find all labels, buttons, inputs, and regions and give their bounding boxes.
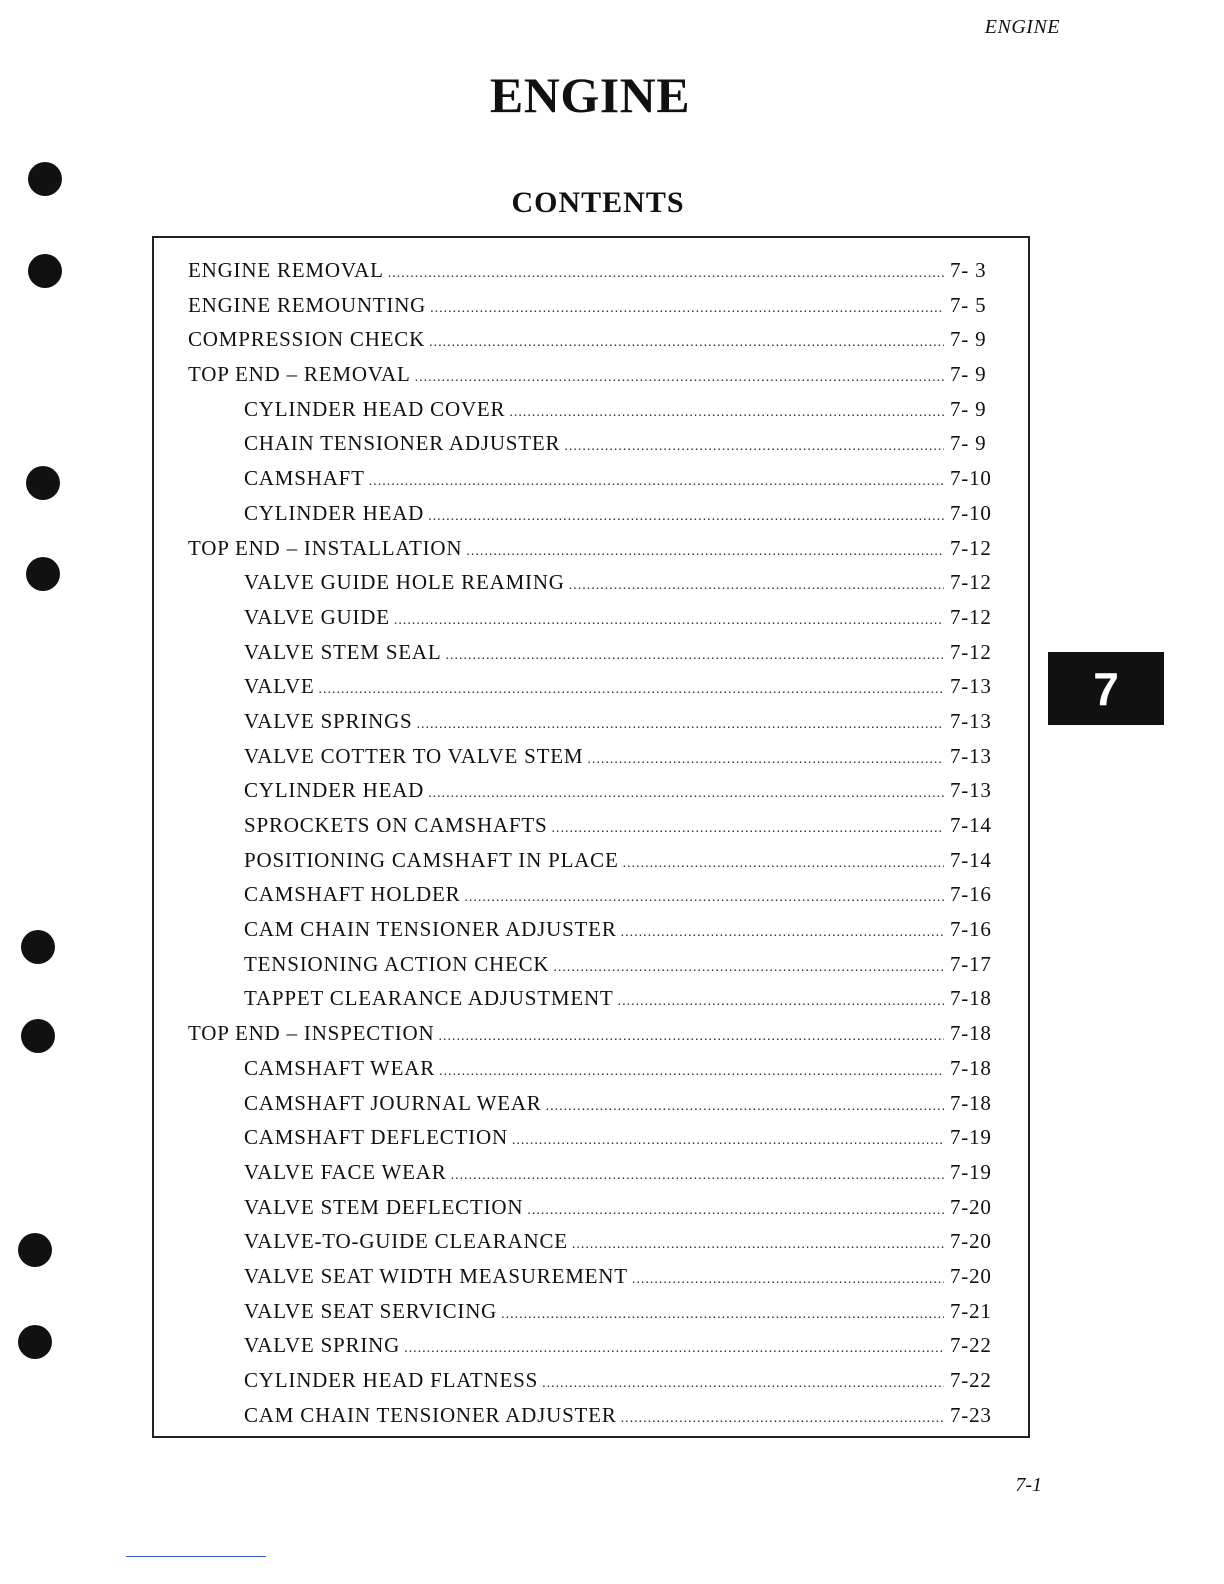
toc-entry-page: 7-12 bbox=[950, 570, 992, 595]
toc-entry[interactable] bbox=[154, 1368, 1028, 1403]
binder-hole-icon bbox=[26, 466, 60, 500]
toc-entry[interactable] bbox=[154, 917, 1028, 952]
toc-entry-label: VALVE-TO-GUIDE CLEARANCE bbox=[244, 1229, 568, 1254]
toc-entry[interactable] bbox=[154, 1264, 1028, 1299]
dot-leader bbox=[319, 682, 944, 698]
page-title: ENGINE bbox=[489, 67, 691, 123]
dot-leader bbox=[621, 925, 944, 941]
toc-entry-label: VALVE STEM DEFLECTION bbox=[244, 1194, 524, 1219]
running-header: ENGINE bbox=[984, 16, 1060, 38]
toc-entry[interactable] bbox=[154, 605, 1028, 640]
toc-entry-page: 7-18 bbox=[950, 1090, 992, 1115]
contents-table bbox=[152, 236, 1030, 1438]
binder-hole-icon bbox=[18, 1233, 52, 1267]
toc-entry-label: VALVE SEAT SERVICING bbox=[244, 1298, 498, 1323]
toc-entry-page: 7-21 bbox=[950, 1298, 992, 1323]
toc-entry-page: 7-12 bbox=[950, 639, 992, 664]
toc-entry[interactable] bbox=[154, 1021, 1028, 1056]
toc-entry[interactable] bbox=[154, 709, 1028, 744]
toc-entry-page: 7-16 bbox=[950, 882, 992, 907]
toc-entry-page: 7-12 bbox=[950, 604, 992, 629]
dot-leader bbox=[428, 786, 944, 802]
binder-hole-icon bbox=[21, 1019, 55, 1053]
toc-entry[interactable] bbox=[154, 986, 1028, 1021]
toc-entry-label: VALVE GUIDE HOLE REAMING bbox=[244, 570, 565, 595]
dot-leader bbox=[369, 474, 944, 490]
toc-entry-page: 7- 3 bbox=[950, 258, 987, 282]
page-number: 7-1 bbox=[1015, 1474, 1042, 1496]
dot-leader bbox=[553, 960, 944, 976]
toc-entry[interactable] bbox=[154, 1403, 1028, 1438]
toc-entry[interactable] bbox=[154, 327, 1028, 362]
toc-entry-page: 7-13 bbox=[950, 674, 992, 699]
contents-heading: CONTENTS bbox=[511, 186, 685, 219]
toc-entry-page: 7-18 bbox=[950, 986, 992, 1011]
dot-leader bbox=[438, 1029, 944, 1045]
toc-entry-label: CYLINDER HEAD FLATNESS bbox=[244, 1368, 539, 1392]
dot-leader bbox=[623, 856, 944, 872]
divider bbox=[126, 1556, 266, 1557]
toc-entry-label: CAM CHAIN TENSIONER ADJUSTER bbox=[244, 1402, 617, 1427]
toc-entry-label: VALVE bbox=[244, 674, 315, 699]
toc-entry[interactable] bbox=[154, 1160, 1028, 1195]
toc-entry[interactable] bbox=[154, 293, 1028, 328]
toc-entry-label: ENGINE REMOVAL bbox=[188, 258, 384, 282]
toc-entry-page: 7-16 bbox=[950, 917, 992, 942]
dot-leader bbox=[572, 1237, 944, 1253]
toc-entry[interactable] bbox=[154, 501, 1028, 536]
dot-leader bbox=[587, 752, 944, 768]
dot-leader bbox=[439, 1064, 944, 1080]
toc-entry[interactable] bbox=[154, 1125, 1028, 1160]
toc-entry-label: VALVE STEM SEAL bbox=[244, 639, 442, 664]
toc-entry-label: TOP END – REMOVAL bbox=[188, 362, 411, 387]
toc-entry-label: CAMSHAFT HOLDER bbox=[244, 882, 461, 907]
toc-entry[interactable] bbox=[154, 536, 1028, 571]
toc-entry-label: CAMSHAFT DEFLECTION bbox=[244, 1125, 508, 1150]
dot-leader bbox=[546, 1099, 944, 1115]
toc-entry-page: 7-13 bbox=[950, 708, 992, 733]
dot-leader bbox=[404, 1341, 944, 1357]
dot-leader bbox=[509, 405, 944, 421]
toc-entry-label: CAMSHAFT WEAR bbox=[244, 1055, 436, 1080]
toc-entry[interactable] bbox=[154, 1091, 1028, 1126]
dot-leader bbox=[569, 578, 944, 594]
dot-leader bbox=[394, 613, 944, 629]
toc-entry-label: CYLINDER HEAD COVER bbox=[244, 396, 506, 421]
toc-entry[interactable] bbox=[154, 813, 1028, 848]
toc-entry[interactable] bbox=[154, 744, 1028, 779]
binder-hole-icon bbox=[18, 1325, 52, 1359]
dot-leader bbox=[564, 439, 944, 455]
dot-leader bbox=[621, 1411, 944, 1427]
toc-entry-label: CYLINDER HEAD bbox=[244, 500, 425, 525]
dot-leader bbox=[429, 335, 944, 351]
dot-leader bbox=[552, 821, 944, 837]
toc-entry-page: 7-14 bbox=[950, 813, 992, 837]
toc-entry-label: TOP END – INSTALLATION bbox=[188, 535, 463, 560]
toc-entry-label: CAMSHAFT JOURNAL WEAR bbox=[244, 1090, 542, 1115]
toc-entry-label: ENGINE REMOUNTING bbox=[188, 292, 427, 317]
toc-entry-page: 7- 9 bbox=[950, 362, 987, 387]
toc-entry-label: VALVE GUIDE bbox=[244, 604, 390, 629]
chapter-tab-number: 7 bbox=[1093, 662, 1119, 715]
toc-entry[interactable] bbox=[154, 362, 1028, 397]
toc-entry-label: SPROCKETS ON CAMSHAFTS bbox=[244, 813, 548, 837]
dot-leader bbox=[417, 717, 944, 733]
dot-leader bbox=[466, 544, 944, 560]
toc-entry-page: 7-23 bbox=[950, 1402, 992, 1427]
toc-entry[interactable] bbox=[154, 431, 1028, 466]
toc-entry[interactable] bbox=[154, 466, 1028, 501]
dot-leader bbox=[446, 648, 944, 664]
toc-entry[interactable] bbox=[154, 952, 1028, 987]
dot-leader bbox=[464, 890, 944, 906]
toc-list bbox=[154, 258, 1028, 1437]
toc-entry-label: CAMSHAFT bbox=[244, 466, 365, 491]
toc-entry-label: CYLINDER HEAD bbox=[244, 778, 425, 803]
dot-leader bbox=[428, 509, 944, 525]
toc-entry-label: VALVE FACE WEAR bbox=[244, 1159, 447, 1184]
toc-entry-label: POSITIONING CAMSHAFT IN PLACE bbox=[244, 847, 619, 872]
toc-entry-page: 7- 9 bbox=[950, 396, 987, 421]
toc-entry-page: 7-10 bbox=[950, 466, 992, 491]
toc-entry-page: 7-13 bbox=[950, 778, 992, 803]
toc-entry[interactable] bbox=[154, 640, 1028, 675]
toc-entry-page: 7- 9 bbox=[950, 327, 987, 352]
toc-entry-page: 7- 9 bbox=[950, 431, 987, 456]
toc-entry-label: COMPRESSION CHECK bbox=[188, 327, 426, 352]
toc-entry-page: 7-18 bbox=[950, 1055, 992, 1080]
toc-entry-label: VALVE SPRING bbox=[244, 1333, 401, 1358]
toc-entry[interactable] bbox=[154, 1229, 1028, 1264]
toc-entry-label: VALVE COTTER TO VALVE STEM bbox=[244, 743, 584, 768]
dot-leader bbox=[632, 1272, 944, 1288]
toc-entry-label: TAPPET CLEARANCE ADJUSTMENT bbox=[244, 986, 614, 1011]
dot-leader bbox=[501, 1307, 944, 1323]
binder-hole-icon bbox=[28, 162, 62, 196]
toc-entry-page: 7-20 bbox=[950, 1229, 992, 1254]
binder-hole-icon bbox=[21, 930, 55, 964]
dot-leader bbox=[430, 301, 944, 317]
toc-entry-label: VALVE SEAT WIDTH MEASUREMENT bbox=[244, 1263, 628, 1288]
toc-entry-label: CAM CHAIN TENSIONER ADJUSTER bbox=[244, 917, 617, 942]
toc-entry[interactable] bbox=[154, 1299, 1028, 1334]
dot-leader bbox=[512, 1133, 944, 1149]
chapter-tab bbox=[1048, 652, 1164, 725]
toc-entry-page: 7-20 bbox=[950, 1194, 992, 1219]
toc-entry-page: 7- 5 bbox=[950, 292, 987, 317]
toc-entry[interactable] bbox=[154, 778, 1028, 813]
toc-entry[interactable] bbox=[154, 1056, 1028, 1091]
dot-leader bbox=[542, 1376, 944, 1392]
dot-leader bbox=[527, 1203, 944, 1219]
dot-leader bbox=[451, 1168, 944, 1184]
toc-entry-page: 7-19 bbox=[950, 1125, 992, 1150]
dot-leader bbox=[415, 370, 944, 386]
toc-entry[interactable] bbox=[154, 882, 1028, 917]
binder-hole-icon bbox=[28, 254, 62, 288]
toc-entry-page: 7-12 bbox=[950, 535, 992, 560]
toc-entry[interactable] bbox=[154, 1195, 1028, 1230]
toc-entry-page: 7-22 bbox=[950, 1333, 992, 1358]
toc-entry-label: VALVE SPRINGS bbox=[244, 708, 413, 733]
toc-entry-page: 7-20 bbox=[950, 1263, 992, 1288]
toc-entry-label: TOP END – INSPECTION bbox=[188, 1021, 435, 1046]
toc-entry-page: 7-18 bbox=[950, 1021, 992, 1046]
toc-entry[interactable] bbox=[154, 674, 1028, 709]
toc-entry-page: 7-14 bbox=[950, 847, 992, 872]
toc-entry[interactable] bbox=[154, 258, 1028, 293]
dot-leader bbox=[618, 994, 944, 1010]
toc-entry-label: CHAIN TENSIONER ADJUSTER bbox=[244, 431, 561, 456]
toc-entry-page: 7-13 bbox=[950, 743, 992, 768]
toc-entry[interactable] bbox=[154, 1333, 1028, 1368]
toc-entry[interactable] bbox=[154, 397, 1028, 432]
toc-entry-page: 7-10 bbox=[950, 500, 992, 525]
toc-entry-page: 7-22 bbox=[950, 1368, 992, 1392]
binder-hole-icon bbox=[26, 557, 60, 591]
toc-entry[interactable] bbox=[154, 848, 1028, 883]
toc-entry-page: 7-19 bbox=[950, 1159, 992, 1184]
dot-leader bbox=[388, 266, 944, 282]
toc-entry[interactable] bbox=[154, 570, 1028, 605]
toc-entry-label: TENSIONING ACTION CHECK bbox=[244, 951, 550, 976]
toc-entry-page: 7-17 bbox=[950, 951, 992, 976]
